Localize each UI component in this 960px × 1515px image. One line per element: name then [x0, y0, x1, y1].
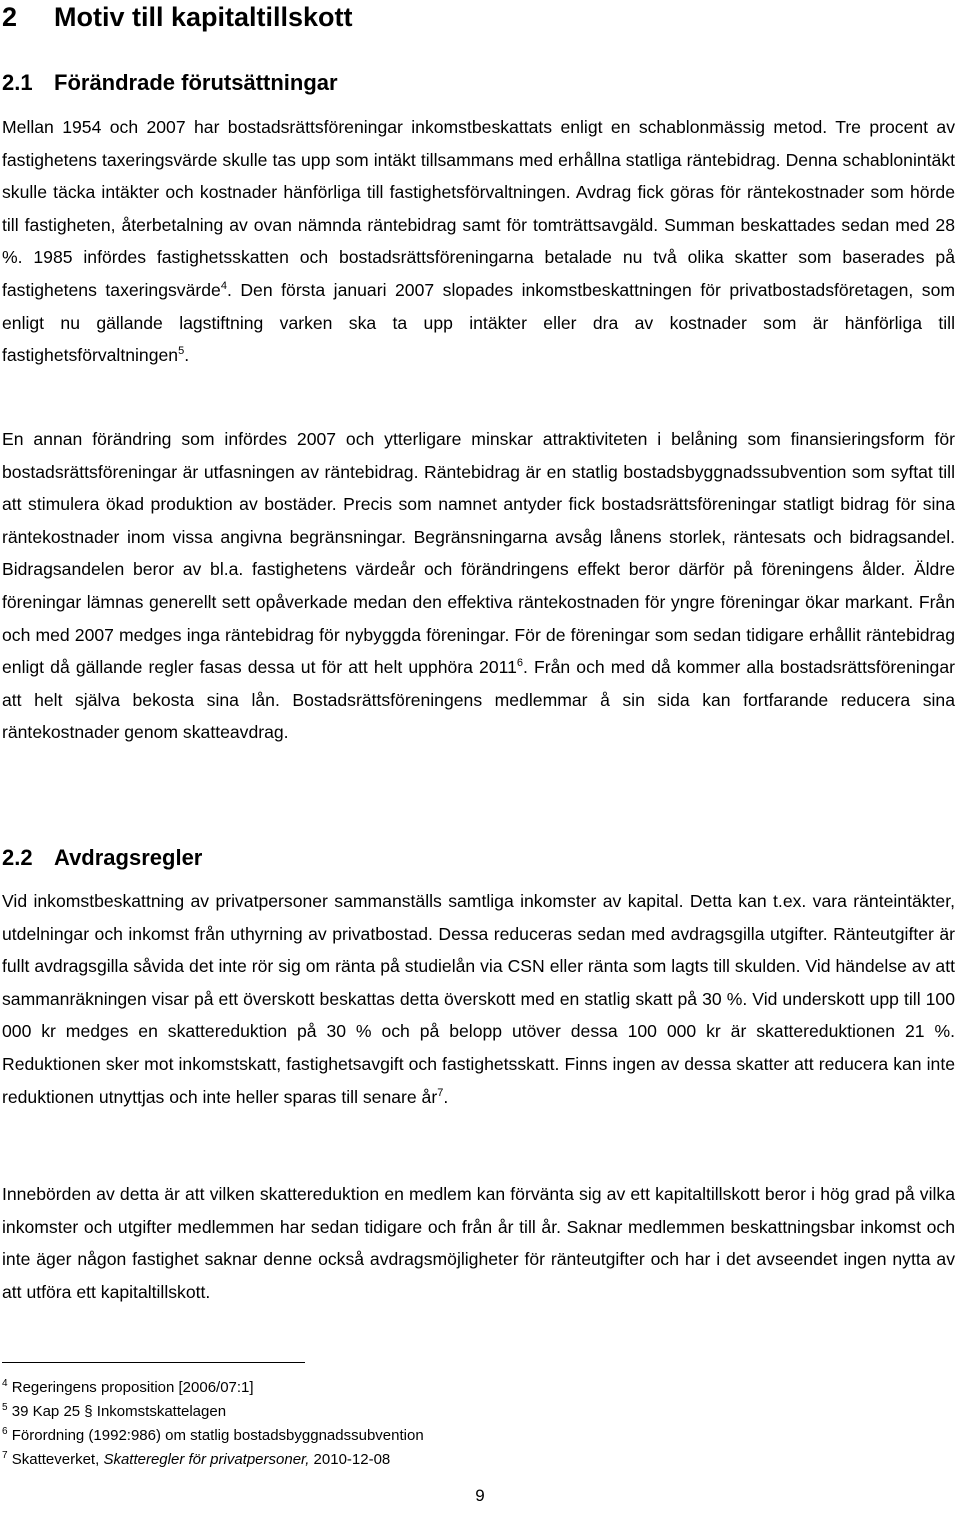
- section-title: Förändrade förutsättningar: [54, 70, 338, 95]
- section-title: Avdragsregler: [54, 845, 203, 870]
- paragraph: Innebörden av detta är att vilken skattereduktion en medlem kan förvänta sig av ett kapitaltillskott beror i hög grad på vilka inkomster och utgifter medlemmen har sedan tidigare och från år till år. Saknar medlemmen beskattningsbar inkomst och inte äger någon fastighet saknar denne också avdragsmöjligheter för ränteutgifter och har i det avseendet ingen nytta av att utföra ett kapitaltillskott.: [2, 1184, 955, 1302]
- footnote-separator: [2, 1362, 305, 1363]
- footnote-ref: 4: [2, 1378, 8, 1389]
- footnote-ref: 6: [2, 1426, 8, 1437]
- footnote: $^6$ Förordning (1992:986) om statlig bostadsbyggnadssubvention: [2, 1426, 424, 1444]
- footnote-ref: 7: [2, 1450, 8, 1461]
- section-number: 2.2: [2, 845, 33, 870]
- footnote: $^5$ 39 Kap 25 § Inkomstskattelagen: [2, 1402, 227, 1420]
- italic-title: Skatteregler för privatpersoner,: [103, 1451, 310, 1468]
- section-number: 2.1: [2, 70, 33, 95]
- paragraph: Vid inkomstbeskattning av privatpersoner sammanställs samtliga inkomster av kapital. Detta kan t.ex. vara ränteintäkter, utdelningar och inkomst från uthyrning av privatbostad. Dessa reduceras sedan med avdragsgilla utgifter. Ränteutgifter är fullt avdragsgilla såvida det inte rör sig om ränta på studielån via CSN eller ränta som lagts till skulden. Vid händelse av att sammanräkningen visar på ett överskott beskattas detta överskott med en statlig skatt på 30 %. Vid underskott upp till 100 000 kr medges en skattereduktion på 30 % och på belopp utöver dessa 100 000 kr är skattereduktionen 21 %. Reduktionen sker mot inkomstskatt, fastighetsavgift och fastighetsskatt. Finns ingen av dessa skatter att reducera kan inte reduktionen utnyttjas och inte heller sparas till senare $år^7$.: [2, 891, 955, 1107]
- footnote-ref: 5: [178, 345, 185, 358]
- footnote-list: [2, 1376, 942, 1472]
- chapter-heading: [2, 0, 353, 34]
- footnote-ref: 5: [2, 1402, 8, 1413]
- section-heading-2-2: [2, 843, 202, 873]
- chapter-number: 2: [2, 2, 18, 32]
- chapter-title: Motiv till kapitaltillskott: [54, 2, 353, 32]
- footnote: $^4$ Regeringens proposition [2006/07:1]: [2, 1378, 254, 1396]
- footnote-ref: 6: [516, 657, 523, 670]
- page-number: 9: [475, 1486, 485, 1505]
- footnote-ref: 7: [437, 1086, 444, 1099]
- paragraph: En annan förändring som infördes 2007 och ytterligare minskar attraktiviteten i belåning som finansieringsform för bostadsrättsföreningar är utfasningen av räntebidrag. Räntebidrag är en statlig bostadsbyggnadssubvention som syftat till att stimulera ökad produktion av bostäder. Precis som namnet antyder fick bostadsrättsföreningar statligt bidrag för sina räntekostnader inom vissa angivna begränsningar. Begränsningarna avsåg lånens storlek, räntesats och bidragsandel. Bidragsandelen beror av bl.a. fastighetens värdeår och förändringens effekt beror därför på föreningens ålder. Äldre föreningar lämnas generellt sett opåverkade medan den effektiva räntekostnaden för yngre föreningar ökar markant. Från och med 2007 medges inga räntebidrag för nybyggda föreningar. För de föreningar som sedan tidigare erhållit räntebidrag enligt då gällande regler fasas dessa ut för att helt upphöra 2011$^6$. Från och med då kommer alla bostadsrättsföreningar att helt själva bekosta sina lån. Bostadsrättsföreningens medlemmar å sin sida kan fortfarande reducera sina räntekostnader genom skatteavdrag.: [2, 429, 955, 743]
- footnote-ref: 4: [220, 280, 227, 293]
- paragraph: Mellan 1954 och 2007 har bostadsrättsföreningar inkomstbeskattats enligt en schablonmässig metod. Tre procent av fastighetens taxeringsvärde skulle tas upp som intäkt tillsammans med erhållna statliga räntebidrag. Denna schablonintäkt skulle täcka intäkter och kostnader hänförliga till fastighetsförvaltningen. Avdrag fick göras för räntekostnader som hörde till fastigheten, återbetalning av ovan nämnda räntebidrag samt för tomträttsavgäld. Summan beskattades sedan med 28 %. 1985 infördes fastighetsskatten och bostadsrättsföreningarna betalade nu två olika skatter som baserades på fastighetens taxeringsvärde$^4$. Den första januari 2007 slopades inkomstbeskattningen för privatbostadsföretagen, som enligt nu gällande lagstiftning varken ska ta upp intäkter eller dra av kostnader som är hänförliga till fastighetsförvaltningen$^5$.: [2, 117, 956, 366]
- section-heading-2-1: [2, 68, 338, 98]
- footnote: $^7$ Skatteverket, Skatteregler för privatpersoner, 2010-12-08: [2, 1450, 391, 1468]
